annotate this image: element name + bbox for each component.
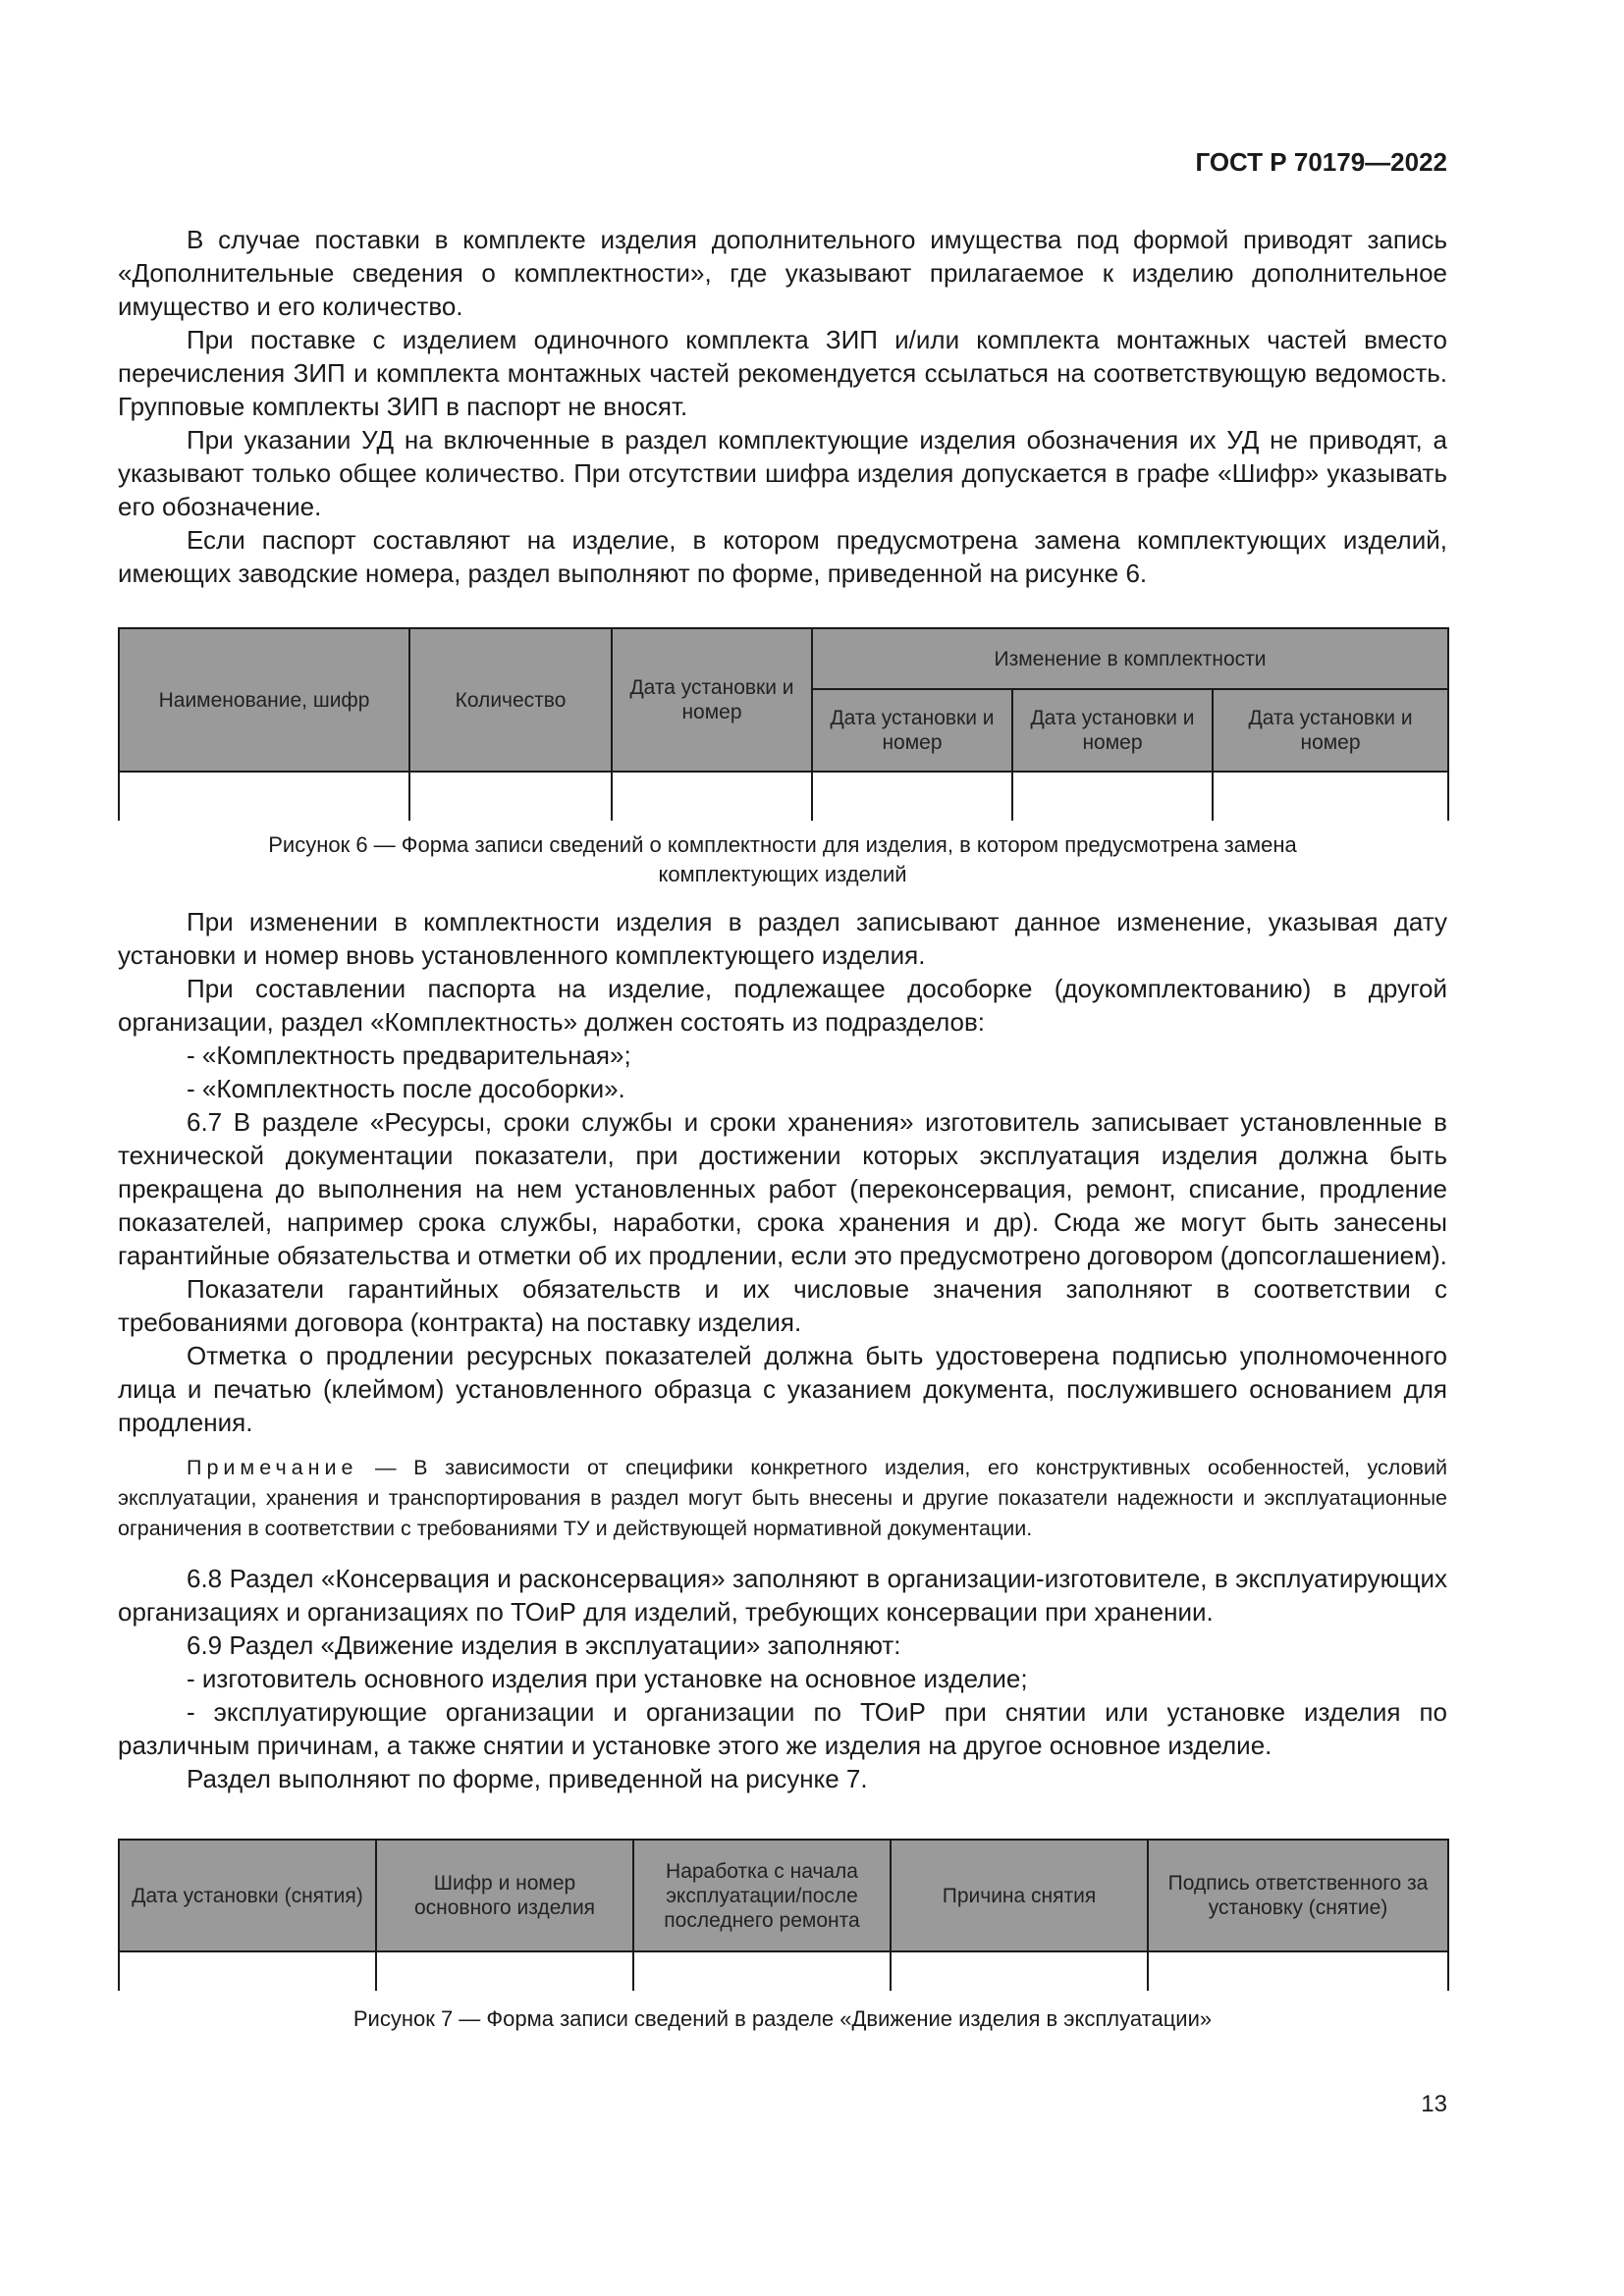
paragraph: В случае поставки в комплекте изделия дополнительного имущества под формой приводят запись «Дополнительные сведения о комплектности», где указывают прилагаемое к изделию дополнительное имущество и его количество. (118, 225, 1447, 321)
figure-7-caption: Рисунок 7 — Форма записи сведений в разделе «Движение изделия в эксплуатации» (352, 2006, 1213, 2031)
page-content (118, 223, 1447, 2034)
table-cell (1148, 1951, 1448, 1991)
paragraph-section-6-8: 6.8 Раздел «Консервация и расконсервация» заполняют в организации-изготовителе, в эксплуатирующих организациях и организациях по ТОиР для изделий, требующих консервации при хранении. (118, 1564, 1447, 1627)
table-cell (119, 1951, 376, 1991)
sub-header-install-date-2: Дата установки и номер (1012, 689, 1213, 772)
paragraph: Раздел выполняют по форме, приведенной на рисунке 7. (187, 1764, 868, 1793)
page-number: 13 (1421, 2091, 1447, 2117)
col-header-install-date: Дата установки (снятия) (119, 1840, 376, 1951)
sub-header-install-date-1: Дата установки и номер (812, 689, 1012, 772)
list-item: - «Комплектность после дособорки». (187, 1074, 625, 1103)
paragraph: При составлении паспорта на изделие, подлежащее дособорке (доукомплектованию) в другой организации, раздел «Комплектность» должен состоять из подразделов: (118, 974, 1447, 1037)
table-cell (891, 1951, 1148, 1991)
group-header-completeness-change: Изменение в комплектности (812, 628, 1448, 689)
document-id-header: ГОСТ Р 70179—2022 (1195, 147, 1447, 177)
col-header-responsible-signature: Подпись ответственного за установку (снятие) (1148, 1840, 1448, 1951)
col-header-quantity: Количество (409, 628, 612, 772)
paragraph-section-6-9: 6.9 Раздел «Движение изделия в эксплуатации» заполняют: (187, 1630, 901, 1660)
table-cell (1213, 772, 1448, 821)
col-header-name-code: Наименование, шифр (119, 628, 409, 772)
col-header-install-date-number: Дата установки и номер (612, 628, 812, 772)
figure-6-form-table (118, 627, 1449, 821)
col-header-main-item-code: Шифр и номер основного изделия (376, 1840, 633, 1951)
table-cell (376, 1951, 633, 1991)
paragraph: При указании УД на включенные в раздел комплектующие изделия обозначения их УД не приводят, а указывают только общее количество. При отсутствии шифра изделия допускается в графе «Шифр» указывать его обозначение. (118, 425, 1447, 521)
paragraph: Отметка о продлении ресурсных показателей должна быть удостоверена подписью уполномоченного лица и печатью (клеймом) установленного образца с указанием документа, послужившего основанием для продления. (118, 1341, 1447, 1437)
paragraph: Показатели гарантийных обязательств и их числовые значения заполняют в соответствии с требованиями договора (контракта) на поставку изделия. (118, 1274, 1447, 1337)
list-item: - эксплуатирующие организации и организации по ТОиР при снятии или установке изделия по различным причинам, а также снятии и установке этого же изделия на другое основное изделие. (118, 1697, 1447, 1760)
table-cell (812, 772, 1012, 821)
figure-6-caption: Рисунок 6 — Форма записи сведений о комплектности для изделия, в котором предусмотрена замена комплектующих изделий (268, 832, 1297, 886)
list-item: - «Комплектность предварительная»; (187, 1041, 631, 1070)
sub-header-install-date-3: Дата установки и номер (1213, 689, 1448, 772)
figure-7-form-table (118, 1839, 1449, 1991)
note-label: Примечание (187, 1456, 358, 1479)
table-cell (119, 772, 409, 821)
table-cell (409, 772, 612, 821)
paragraph: Если паспорт составляют на изделие, в котором предусмотрена замена комплектующих изделий, имеющих заводские номера, раздел выполняют по форме, приведенной на рисунке 6. (118, 525, 1447, 588)
table-row-empty (119, 1951, 1448, 1991)
col-header-removal-reason: Причина снятия (891, 1840, 1148, 1951)
note-text: — В зависимости от специфики конкретного изделия, его конструктивных особенностей, условий эксплуатации, хранения и транспортирования в раздел могут быть внесены и другие показатели надежности и эксплуатационные ограничения в соответствии с требованиями ТУ и действующей нормативной документации. (118, 1456, 1447, 1540)
table-cell (1012, 772, 1213, 821)
table-row-empty (119, 772, 1448, 821)
col-header-operating-time: Наработка с начала эксплуатации/после последнего ремонта (633, 1840, 891, 1951)
paragraph: При поставке с изделием одиночного комплекта ЗИП и/или комплекта монтажных частей вместо перечисления ЗИП и комплекта монтажных частей рекомендуется ссылаться на соответствующую ведомость. Групповые комплекты ЗИП в паспорт не вносят. (118, 325, 1447, 421)
note-block (118, 1453, 1447, 1544)
table-cell (612, 772, 812, 821)
paragraph-section-6-7: 6.7 В разделе «Ресурсы, сроки службы и сроки хранения» изготовитель записывает установленные в технической документации показатели, при достижении которых эксплуатация изделия должна быть прекращена до выполнения на нем установленных работ (переконсервация, ремонт, списание, продление показателей, например срока службы, наработки, срока хранения и др). Сюда же могут быть занесены гарантийные обязательства и отметки об их продлении, если это предусмотрено договором (допсоглашением). (118, 1107, 1447, 1270)
list-item: - изготовитель основного изделия при установке на основное изделие; (187, 1664, 1028, 1693)
paragraph: При изменении в комплектности изделия в раздел записывают данное изменение, указывая дату установки и номер вновь установленного комплектующего изделия. (118, 907, 1447, 970)
table-cell (633, 1951, 891, 1991)
